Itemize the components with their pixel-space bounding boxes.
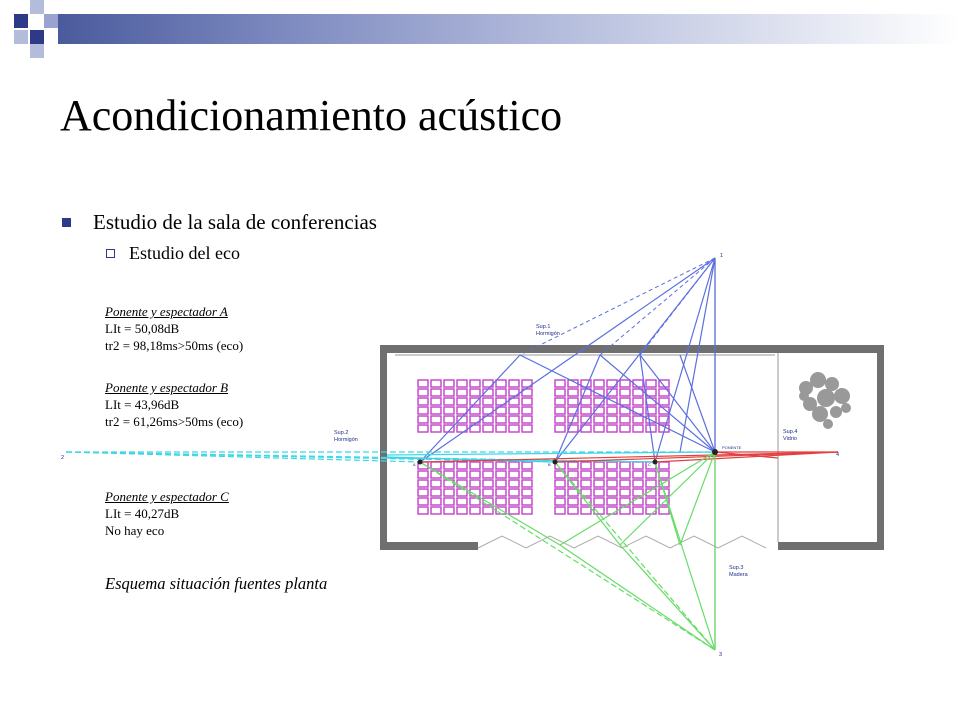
- result-c-level: LIt = 40,27dB: [105, 506, 180, 521]
- seat: [444, 462, 454, 469]
- seat: [496, 380, 506, 387]
- seat: [633, 416, 643, 423]
- slide-title: Acondicionamiento acústico: [60, 91, 563, 140]
- seat: [483, 398, 493, 405]
- seat: [457, 462, 467, 469]
- seat: [483, 462, 493, 469]
- rays-blue-dashed: [520, 258, 715, 355]
- seat: [620, 407, 630, 414]
- seat: [594, 416, 604, 423]
- seat: [646, 380, 656, 387]
- rays-blue: [420, 258, 715, 462]
- seat: [444, 389, 454, 396]
- seat: [633, 398, 643, 405]
- seat: [620, 480, 630, 487]
- seat: [509, 380, 519, 387]
- seat: [633, 462, 643, 469]
- seat: [418, 398, 428, 405]
- seat: [581, 507, 591, 514]
- seat: [483, 471, 493, 478]
- seat: [607, 480, 617, 487]
- seat: [444, 489, 454, 496]
- seat: [418, 489, 428, 496]
- seat: [444, 498, 454, 505]
- speaker-label: PONENTE: [722, 445, 742, 450]
- surface-3-name: Sup.3: [729, 565, 744, 571]
- result-b-delay: tr2 = 61,26ms>50ms (eco): [105, 414, 244, 429]
- seat: [496, 480, 506, 487]
- seat: [620, 389, 630, 396]
- seat: [555, 480, 565, 487]
- seat: [431, 389, 441, 396]
- seat: [496, 489, 506, 496]
- seat: [509, 507, 519, 514]
- listener-b-marker: [553, 460, 558, 465]
- seat: [483, 425, 493, 432]
- result-a-level: LIt = 50,08dB: [105, 321, 180, 336]
- seat: [509, 407, 519, 414]
- seat: [555, 507, 565, 514]
- source-label-3: 3: [719, 652, 723, 658]
- source-label-4: 4: [836, 452, 840, 458]
- seating-rows: [418, 380, 669, 514]
- listener-c-label: C: [648, 462, 651, 467]
- result-a-delay: tr2 = 98,18ms>50ms (eco): [105, 338, 244, 353]
- seat: [457, 398, 467, 405]
- seat: [607, 489, 617, 496]
- result-c-heading: Ponente y espectador C: [105, 489, 229, 504]
- seat: [444, 398, 454, 405]
- seat: [633, 507, 643, 514]
- surface-4-material: Vidrio: [783, 436, 797, 442]
- seat: [457, 480, 467, 487]
- seat: [568, 462, 578, 469]
- seat: [522, 498, 532, 505]
- seat: [509, 416, 519, 423]
- diagram-caption: Esquema situación fuentes planta: [105, 574, 328, 593]
- seat: [555, 498, 565, 505]
- seat: [581, 398, 591, 405]
- wood-panel-zigzag: [478, 536, 766, 548]
- seat: [470, 480, 480, 487]
- seat: [522, 507, 532, 514]
- seat: [431, 425, 441, 432]
- seat: [431, 489, 441, 496]
- seat: [620, 462, 630, 469]
- surface-1-material: Hormigón: [536, 331, 560, 337]
- seat: [431, 407, 441, 414]
- seat: [555, 489, 565, 496]
- seat: [483, 480, 493, 487]
- seat: [568, 389, 578, 396]
- seat: [594, 498, 604, 505]
- seat: [620, 425, 630, 432]
- result-b-heading: Ponente y espectador B: [105, 380, 229, 395]
- seat: [496, 471, 506, 478]
- seat: [457, 380, 467, 387]
- seat: [581, 407, 591, 414]
- seat: [418, 425, 428, 432]
- seat: [496, 425, 506, 432]
- seat: [522, 480, 532, 487]
- seat: [607, 462, 617, 469]
- seat: [418, 498, 428, 505]
- seat: [555, 416, 565, 423]
- seat: [607, 425, 617, 432]
- seat: [594, 480, 604, 487]
- seat: [594, 380, 604, 387]
- seat: [496, 389, 506, 396]
- seat: [522, 425, 532, 432]
- seat: [509, 498, 519, 505]
- seat: [555, 389, 565, 396]
- seat: [444, 380, 454, 387]
- source-label-1: 1: [720, 253, 724, 259]
- seat: [457, 471, 467, 478]
- seat: [607, 471, 617, 478]
- seat: [659, 407, 669, 414]
- seat: [594, 462, 604, 469]
- seat: [581, 462, 591, 469]
- seat: [633, 471, 643, 478]
- seat: [418, 471, 428, 478]
- bullet-level-1-text: Estudio de la sala de conferencias: [93, 210, 377, 234]
- bullet-level-2-text: Estudio del eco: [129, 243, 240, 263]
- seat: [470, 462, 480, 469]
- source-label-2: 2: [61, 455, 65, 461]
- seat: [418, 507, 428, 514]
- seat: [431, 480, 441, 487]
- seat: [470, 471, 480, 478]
- seat: [418, 480, 428, 487]
- seat: [555, 407, 565, 414]
- seat: [581, 480, 591, 487]
- seat: [555, 380, 565, 387]
- seat: [633, 407, 643, 414]
- seat: [496, 498, 506, 505]
- rays-red: [420, 452, 838, 462]
- seat: [620, 471, 630, 478]
- seat: [555, 425, 565, 432]
- result-c-delay: No hay eco: [105, 523, 165, 538]
- seat: [418, 416, 428, 423]
- result-b: [105, 379, 243, 430]
- seat: [496, 416, 506, 423]
- seat: [522, 462, 532, 469]
- result-a-heading: Ponente y espectador A: [105, 304, 228, 319]
- seat: [581, 471, 591, 478]
- surface-2-material: Hormigón: [334, 437, 358, 443]
- seat: [633, 425, 643, 432]
- seat: [555, 398, 565, 405]
- room-walls: [380, 345, 884, 550]
- seat: [483, 489, 493, 496]
- result-a: [105, 303, 243, 354]
- listener-a-label: A: [413, 462, 416, 467]
- plant-icon: [799, 372, 851, 429]
- seat: [418, 389, 428, 396]
- seat: [431, 398, 441, 405]
- seat: [568, 471, 578, 478]
- seat: [522, 398, 532, 405]
- seat: [444, 507, 454, 514]
- seat: [633, 498, 643, 505]
- seat: [620, 380, 630, 387]
- seat: [470, 389, 480, 396]
- seat: [431, 416, 441, 423]
- seat: [594, 471, 604, 478]
- seat: [470, 407, 480, 414]
- seat: [509, 471, 519, 478]
- seat: [594, 425, 604, 432]
- surface-3-material: Madera: [729, 572, 748, 578]
- result-c: [105, 488, 229, 539]
- seat: [444, 416, 454, 423]
- seat: [509, 480, 519, 487]
- seat: [457, 389, 467, 396]
- seat: [444, 407, 454, 414]
- seat: [470, 380, 480, 387]
- seat: [646, 480, 656, 487]
- seat: [568, 507, 578, 514]
- seat: [659, 462, 669, 469]
- seat: [607, 416, 617, 423]
- seat: [633, 480, 643, 487]
- seat: [509, 489, 519, 496]
- seat: [568, 498, 578, 505]
- surface-1-name: Sup.1: [536, 324, 551, 330]
- seat: [607, 407, 617, 414]
- seat: [457, 507, 467, 514]
- seat: [457, 498, 467, 505]
- seat: [522, 471, 532, 478]
- seat: [633, 489, 643, 496]
- seat: [431, 462, 441, 469]
- seat: [431, 507, 441, 514]
- seat: [496, 462, 506, 469]
- seat: [470, 507, 480, 514]
- seat: [659, 507, 669, 514]
- seat: [431, 498, 441, 505]
- surface-2-name: Sup.2: [334, 430, 349, 436]
- seat: [418, 380, 428, 387]
- seat: [509, 462, 519, 469]
- seat: [620, 398, 630, 405]
- seat: [620, 416, 630, 423]
- listener-b-label: B: [548, 462, 551, 467]
- seat: [607, 507, 617, 514]
- seat: [522, 489, 532, 496]
- seat: [659, 471, 669, 478]
- seat: [522, 416, 532, 423]
- seat: [568, 398, 578, 405]
- seat: [607, 380, 617, 387]
- seat: [620, 489, 630, 496]
- seat: [418, 407, 428, 414]
- seat: [646, 498, 656, 505]
- seat: [431, 380, 441, 387]
- seat: [457, 489, 467, 496]
- seat: [607, 498, 617, 505]
- listener-a-marker: [418, 460, 423, 465]
- seat: [659, 398, 669, 405]
- seat: [522, 407, 532, 414]
- result-b-level: LIt = 43,96dB: [105, 397, 180, 412]
- speaker-marker: [712, 449, 718, 455]
- surface-4-name: Sup.4: [783, 429, 798, 435]
- seat: [646, 471, 656, 478]
- listener-c-marker: [653, 460, 658, 465]
- seat: [594, 489, 604, 496]
- seat: [509, 425, 519, 432]
